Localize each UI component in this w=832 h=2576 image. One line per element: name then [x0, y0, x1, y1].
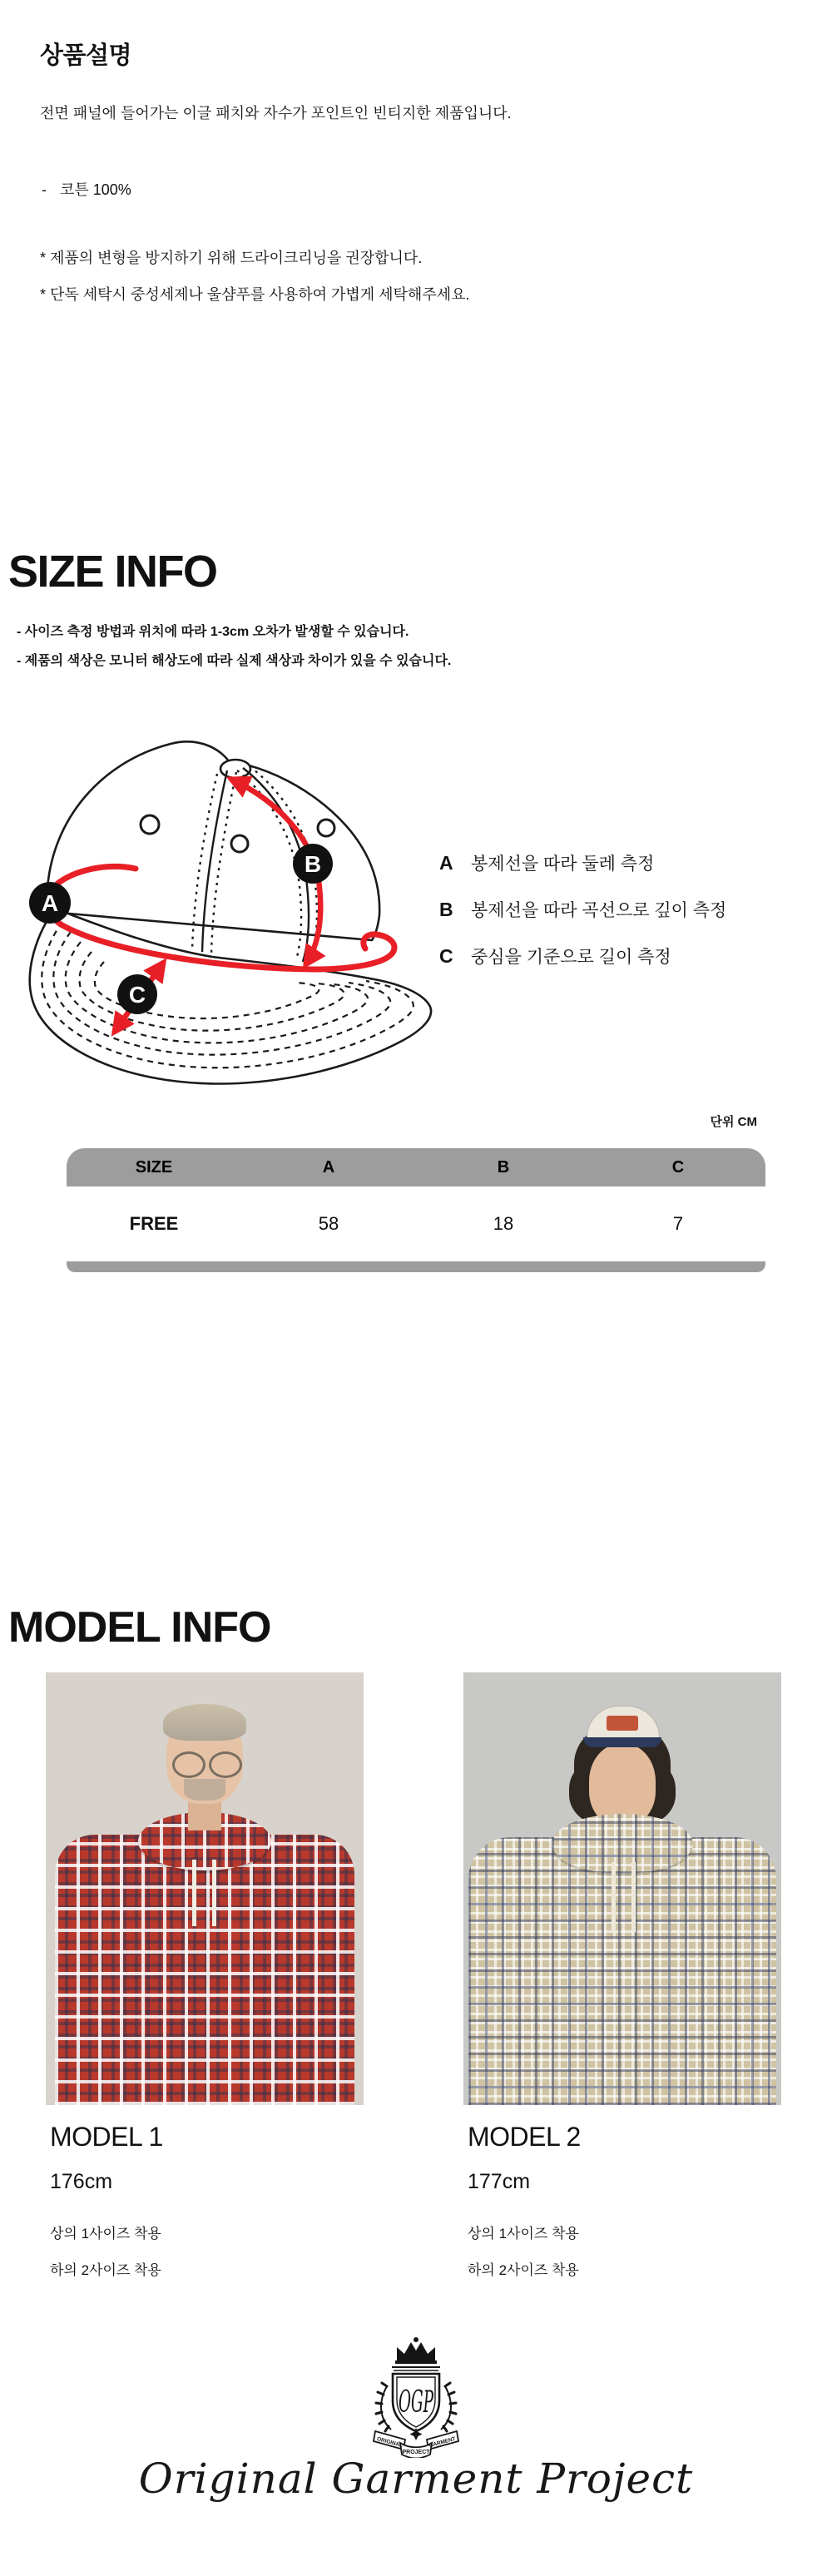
- diagram-label-c: C: [128, 981, 146, 1008]
- model2-hood-roll: [552, 1814, 693, 1874]
- legend-row-c: [439, 944, 671, 968]
- legend-key-c: C: [439, 945, 453, 967]
- size-table-header-size: SIZE: [135, 1157, 173, 1177]
- legend-key-a: A: [439, 852, 453, 874]
- crest-ribbon-project: PROJECT: [402, 2450, 430, 2455]
- model1-beard: [184, 1779, 225, 1801]
- model1-hair: [163, 1704, 246, 1741]
- legend-text-a: 봉제선을 따라 둘레 측정: [471, 855, 655, 874]
- care-note-2: * 단독 세탁시 중성세제나 울샴푸를 사용하여 가볍게 세탁해주세요.: [40, 286, 470, 303]
- material-dash: -: [42, 181, 47, 198]
- model1-drawstring: [212, 1860, 216, 1926]
- model-info-title: MODEL INFO: [8, 1603, 271, 1652]
- model1-drawstring: [192, 1860, 196, 1926]
- brand-script-text: Original Garment Project: [138, 2455, 694, 2503]
- model1-top-fit: 상의 1사이즈 착용: [50, 2226, 161, 2242]
- model1-bottom-fit: 하의 2사이즈 착용: [50, 2262, 161, 2278]
- model-photo-1: [46, 1672, 364, 2105]
- model2-jacket: [468, 1837, 776, 2105]
- product-description-title: 상품설명: [40, 42, 132, 69]
- material-line: [42, 178, 131, 200]
- size-table-cell-a: 58: [318, 1213, 339, 1234]
- cap-eyelet: [318, 820, 334, 836]
- model1-jacket: [55, 1835, 354, 2105]
- unit-label: 단위 CM: [710, 1115, 757, 1129]
- model2-drawstring: [631, 1862, 636, 1932]
- size-table-row: [67, 1186, 765, 1261]
- size-table-header-b: B: [497, 1157, 510, 1177]
- model2-drawstring: [612, 1862, 616, 1932]
- size-table-cell-size: FREE: [129, 1213, 179, 1234]
- model2-cap-brim: [583, 1737, 661, 1747]
- crest-monogram: OGP: [399, 2385, 434, 2420]
- model2-bottom-fit: 하의 2사이즈 착용: [468, 2262, 579, 2278]
- size-info-title: SIZE INFO: [8, 547, 217, 597]
- model-photo-2: [463, 1672, 781, 2105]
- size-table-header-c: C: [671, 1157, 685, 1177]
- cap-measurement-diagram: [12, 722, 445, 1098]
- model2-cap-patch: [607, 1716, 638, 1731]
- product-description-intro: 전면 패널에 들어가는 이글 패치와 자수가 포인트인 빈티지한 제품입니다.: [40, 105, 512, 121]
- size-table-header: [67, 1148, 765, 1186]
- legend-text-b: 봉제선을 따라 곡선으로 깊이 측정: [471, 901, 727, 920]
- care-note-1: * 제품의 변형을 방지하기 위해 드라이크리닝을 권장합니다.: [40, 250, 423, 266]
- model2-top-fit: 상의 1사이즈 착용: [468, 2226, 579, 2242]
- model1-name: MODEL 1: [50, 2122, 163, 2152]
- diagram-label-b: B: [304, 850, 322, 877]
- model2-height: 177cm: [468, 2170, 531, 2193]
- model1-glasses: [172, 1751, 206, 1778]
- legend-text-c: 중심을 기준으로 길이 측정: [471, 948, 671, 967]
- size-table-cell-c: 7: [672, 1213, 684, 1234]
- size-table-cell-b: 18: [493, 1213, 514, 1234]
- model1-glasses: [209, 1751, 242, 1778]
- model2-name: MODEL 2: [468, 2122, 581, 2152]
- legend-key-b: B: [439, 899, 453, 920]
- brand-crest-logo: [354, 2335, 478, 2458]
- diagram-label-a: A: [41, 889, 59, 916]
- size-note-2: - 제품의 색상은 모니터 해상도에 따라 실제 색상과 차이가 있을 수 있습니다.: [17, 654, 452, 668]
- model1-height: 176cm: [50, 2170, 113, 2193]
- crest-ribbon-garment: GARMENT: [428, 2435, 457, 2450]
- cap-eyelet: [141, 815, 159, 834]
- size-table-header-a: A: [322, 1157, 335, 1177]
- legend-row-b: [439, 897, 726, 922]
- size-note-1: - 사이즈 측정 방법과 위치에 따라 1-3cm 오차가 발생할 수 있습니다.: [17, 625, 409, 639]
- crest-crown: [397, 2342, 435, 2361]
- material-text: 코튼 100%: [60, 181, 131, 198]
- crest-ribbon-original: ORIGINAL: [376, 2436, 404, 2450]
- cap-eyelet: [231, 835, 248, 852]
- cap-button: [220, 760, 250, 778]
- legend-row-a: [439, 850, 654, 875]
- size-table-footer-bar: [67, 1261, 765, 1272]
